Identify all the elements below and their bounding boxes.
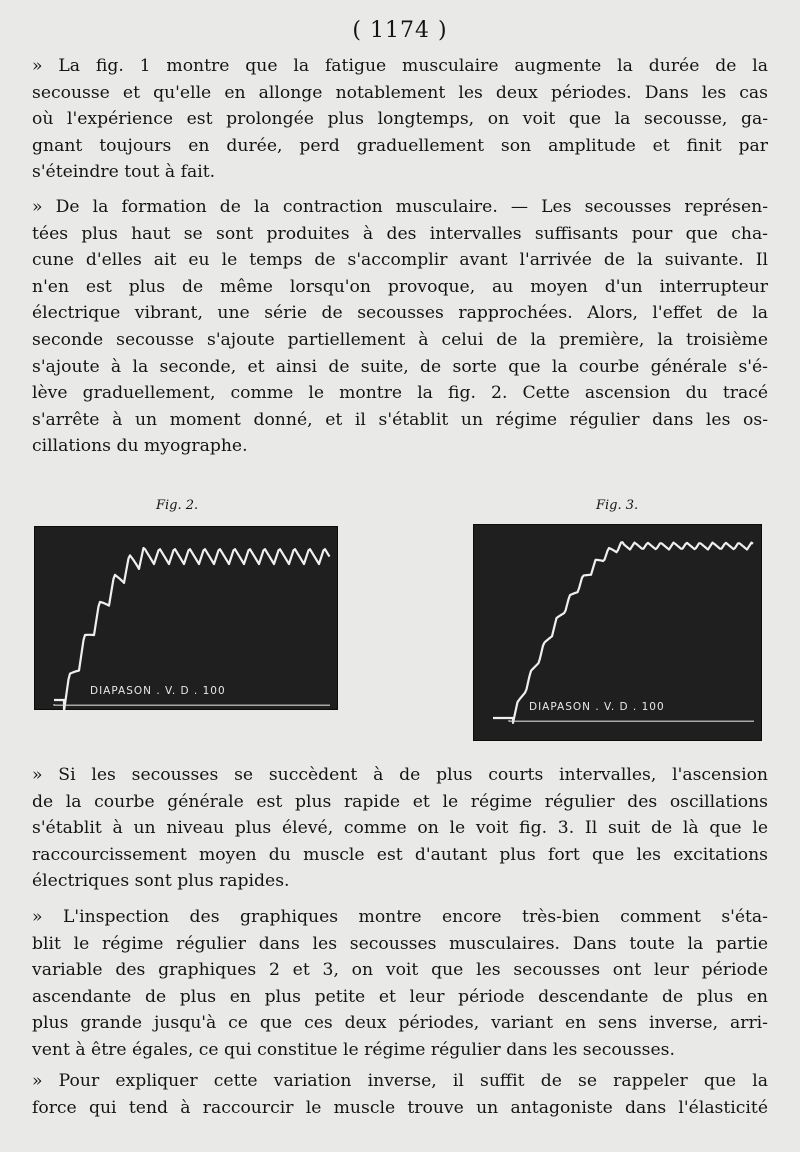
text-line: électriques sont plus rapides. — [32, 871, 290, 892]
paragraph-intervals — [32, 762, 768, 895]
paragraph-explanation — [32, 1068, 768, 1121]
figure-3-myograph — [473, 524, 762, 741]
text-line: » Pour expliquer cette variation inverse, il suffit de se rappeler que la — [32, 1071, 768, 1091]
text-line: variable des graphiques 2 et 3, on voit que les secousses ont leur période — [32, 960, 768, 981]
text-line: » De la formation de la contraction musculaire. — Les secousses représen- — [32, 197, 768, 217]
text-line: seconde secousse s'ajoute partiellement à celui de la première, la troisième — [32, 329, 768, 350]
figure-3-tuning-fork-baseline — [509, 720, 754, 721]
text-line: » La fig. 1 montre que la fatigue musculaire augmente la durée de la — [32, 56, 768, 76]
text-line: s'établit à un niveau plus élevé, comme on le voit fig. 3. Il suit de là que le — [32, 818, 768, 839]
paragraph-inspection — [32, 904, 768, 1064]
paragraph-formation — [32, 194, 768, 460]
text-line: cillations du myographe. — [32, 436, 248, 457]
figure-3-trace-svg — [473, 524, 762, 741]
text-line: secousse et qu'elle en allonge notablement les deux périodes. Dans les cas — [32, 82, 768, 103]
figure-3-caption: Fig. 3. — [596, 498, 639, 513]
figure-2-diapason-label: DIAPASON . V. D . 100 — [90, 685, 226, 697]
text-line: raccourcissement moyen du muscle est d'autant plus fort que les excitations — [32, 844, 768, 865]
text-line: blit le régime régulier dans les secousses musculaires. Dans toute la partie — [32, 933, 768, 954]
text-line: vent à être égales, ce qui constitue le régime régulier dans les secousses. — [32, 1039, 675, 1060]
paragraph-fatigue — [32, 53, 768, 186]
page-number: ( 1174 ) — [352, 18, 448, 43]
text-line: s'éteindre tout à fait. — [32, 162, 216, 183]
figure-2-tuning-fork-baseline — [54, 704, 330, 705]
figure-3-myograph-curve — [493, 542, 753, 723]
figure-2-trace-svg — [34, 526, 338, 710]
text-line: s'ajoute à la seconde, et ainsi de suite, de sorte que la courbe générale s'é- — [32, 356, 768, 377]
figure-3-diapason-label: DIAPASON . V. D . 100 — [529, 701, 665, 713]
text-line: cune d'elles ait eu le temps de s'accomplir avant l'arrivée de la suivante. Il — [32, 250, 768, 271]
text-line: de la courbe générale est plus rapide et le régime régulier des oscillations — [32, 791, 768, 812]
text-line: s'arrête à un moment donné, et il s'établit un régime régulier dans les os- — [32, 409, 768, 430]
figure-2-caption: Fig. 2. — [156, 498, 199, 513]
text-line: » L'inspection des graphiques montre encore très-bien comment s'éta- — [32, 907, 768, 927]
text-line: gnant toujours en durée, perd graduellement son amplitude et finit par — [32, 135, 768, 156]
text-line: » Si les secousses se succèdent à de plus courts intervalles, l'ascension — [32, 765, 768, 785]
text-line: électrique vibrant, une série de secousses rapprochées. Alors, l'effet de la — [32, 303, 768, 324]
text-line: plus grande jusqu'à ce que ces deux périodes, variant en sens inverse, arri- — [32, 1013, 768, 1034]
text-line: force qui tend à raccourcir le muscle trouve un antagoniste dans l'élasticité — [32, 1097, 768, 1118]
text-line: lève graduellement, comme le montre la fig. 2. Cette ascension du tracé — [32, 383, 768, 404]
text-line: où l'expérience est prolongée plus longtemps, on voit que la secousse, ga- — [32, 109, 768, 130]
text-line: tées plus haut se sont produites à des intervalles suffisants pour que cha- — [32, 223, 768, 244]
text-line: n'en est plus de même lorsqu'on provoque, au moyen d'un interrupteur — [32, 276, 768, 297]
text-line: ascendante de plus en plus petite et leur période descendante de plus en — [32, 986, 768, 1007]
figure-2-myograph — [34, 526, 338, 710]
